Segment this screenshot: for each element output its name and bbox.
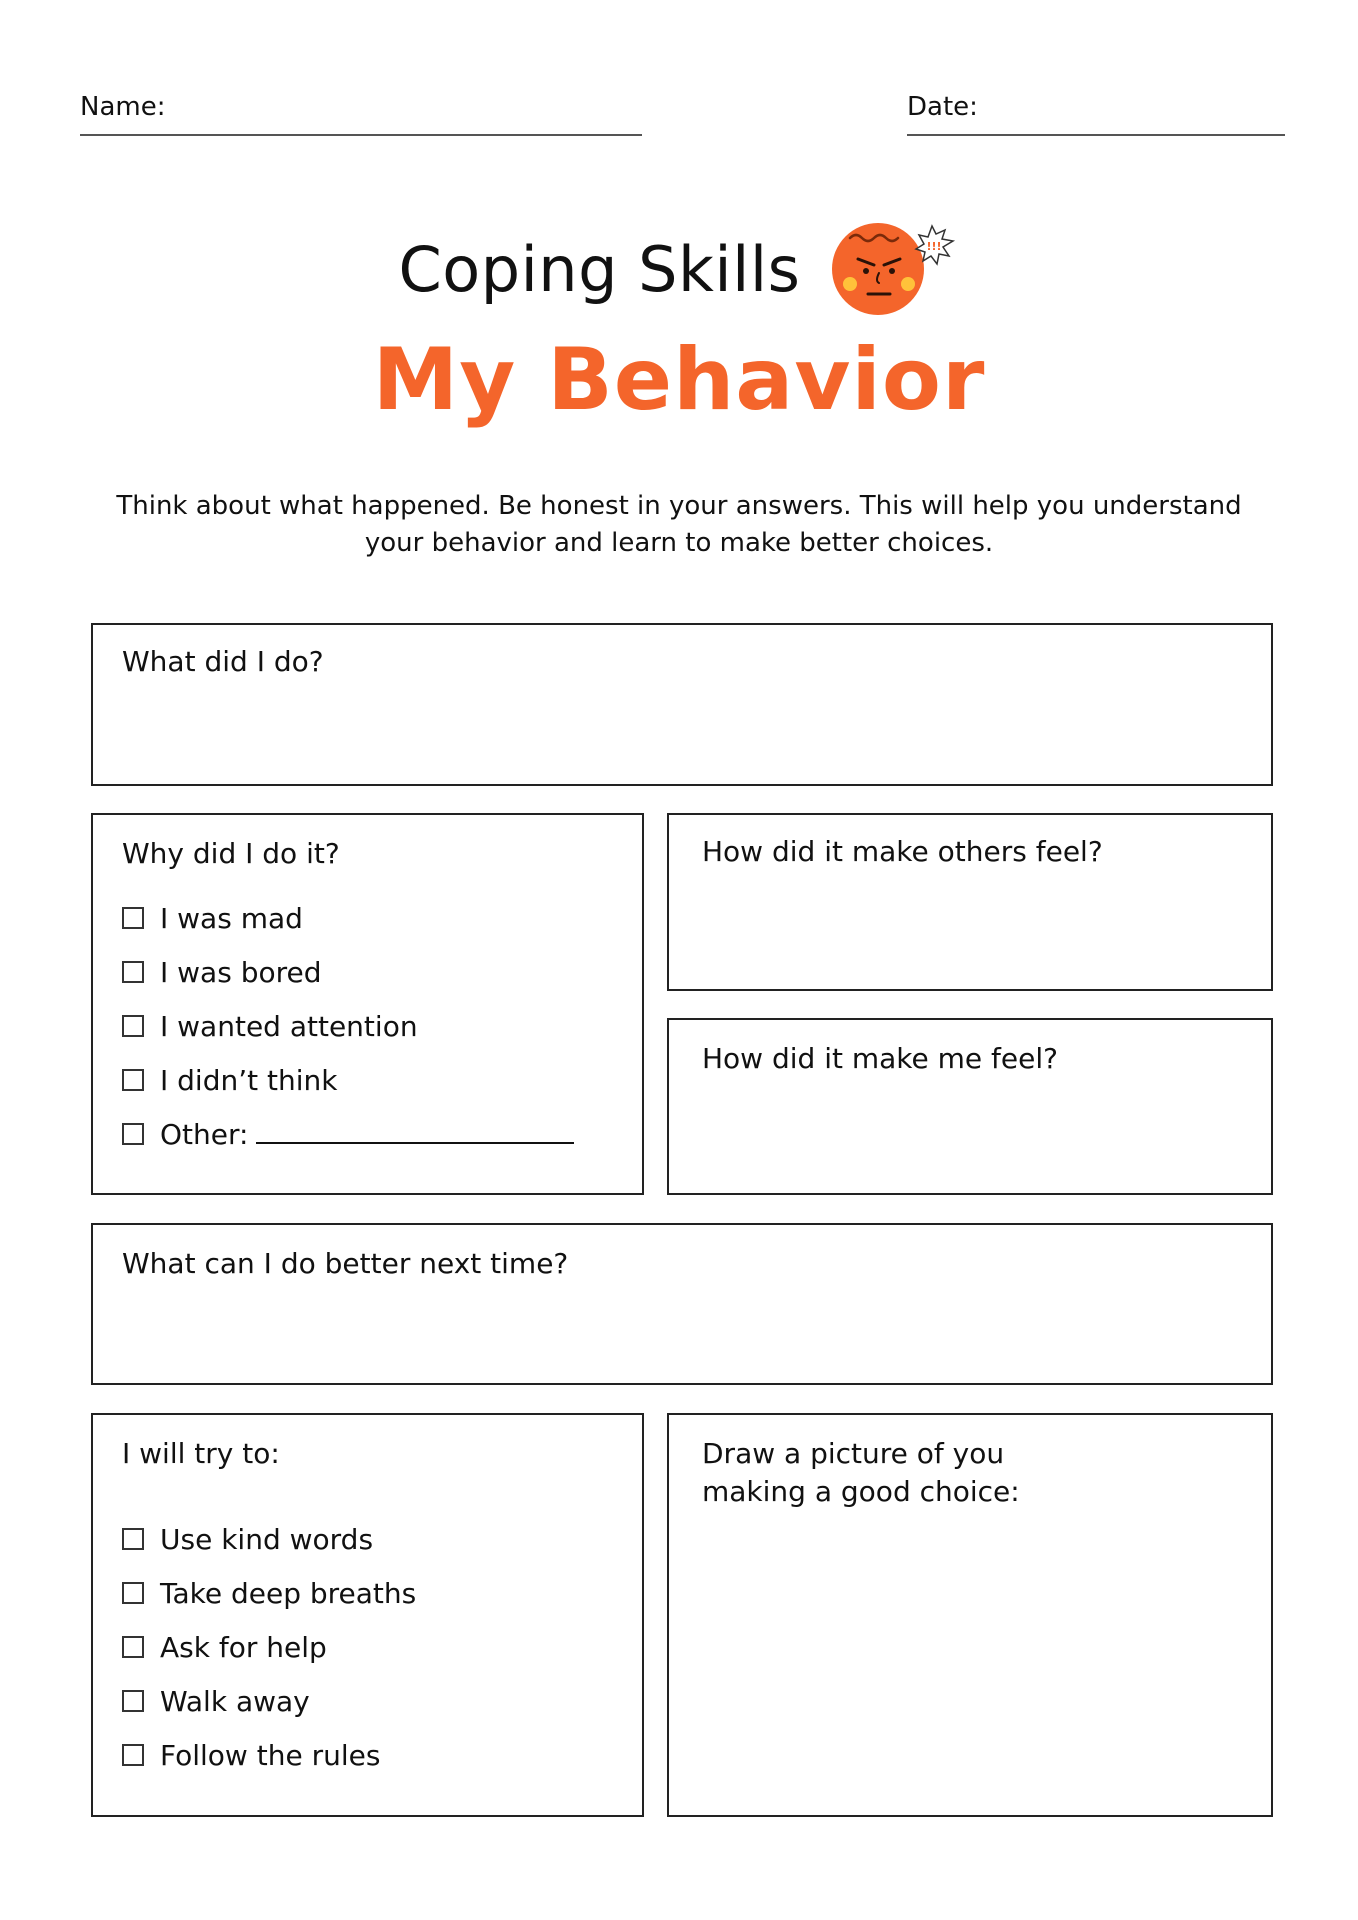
- page-subtitle: My Behavior: [372, 330, 986, 430]
- why-checklist: [122, 902, 574, 1172]
- other-field[interactable]: [256, 1122, 574, 1144]
- better-title: What can I do better next time?: [122, 1247, 569, 1280]
- intro-text: Think about what happened. Be honest in your answers. This will help you understand your behavior and learn to make better choices.: [116, 491, 1242, 558]
- checkbox[interactable]: [122, 1744, 144, 1766]
- why-title: Why did I do it?: [122, 837, 340, 870]
- checkbox[interactable]: [122, 1690, 144, 1712]
- better-next-time-box[interactable]: [91, 1223, 1273, 1385]
- checkbox[interactable]: [122, 1582, 144, 1604]
- option-label: I was mad: [160, 902, 303, 935]
- option-label: I was bored: [160, 956, 322, 989]
- name-label: Name:: [80, 92, 166, 122]
- option-label: Other:: [160, 1118, 249, 1151]
- me-feel-box[interactable]: [667, 1018, 1273, 1195]
- what-did-box[interactable]: [91, 623, 1273, 786]
- option-label: Ask for help: [160, 1631, 327, 1664]
- draw-title: [702, 1435, 1020, 1511]
- try-checklist: [122, 1523, 416, 1793]
- option-label: I didn’t think: [160, 1064, 338, 1097]
- exclamation-text: !!!: [925, 240, 942, 253]
- checkbox[interactable]: [122, 1636, 144, 1658]
- option-label: Take deep breaths: [160, 1577, 417, 1610]
- list-item: [122, 1064, 574, 1118]
- checkbox[interactable]: [122, 907, 144, 929]
- list-item: [122, 1577, 416, 1631]
- draw-picture-box[interactable]: [667, 1413, 1273, 1817]
- option-label: Use kind words: [160, 1523, 374, 1556]
- list-item: [122, 1739, 416, 1793]
- others-feel-title: How did it make others feel?: [702, 835, 1103, 868]
- list-item: [122, 1118, 574, 1172]
- checkbox[interactable]: [122, 1069, 144, 1091]
- date-label: Date:: [907, 92, 978, 122]
- list-item: [122, 1631, 416, 1685]
- list-item: [122, 902, 574, 956]
- option-label: I wanted attention: [160, 1010, 418, 1043]
- option-label: Walk away: [160, 1685, 310, 1718]
- what-did-title: What did I do?: [122, 645, 324, 678]
- why-box: [91, 813, 644, 1195]
- list-item: [122, 1685, 416, 1739]
- checkbox[interactable]: [122, 1015, 144, 1037]
- try-title: I will try to:: [122, 1437, 280, 1470]
- angry-face-icon: [830, 218, 960, 320]
- me-feel-title: How did it make me feel?: [702, 1042, 1059, 1075]
- draw-title-line-1: Draw a picture of you: [702, 1437, 1005, 1470]
- checkbox[interactable]: [122, 1123, 144, 1145]
- list-item: [122, 1523, 416, 1577]
- option-label: Follow the rules: [160, 1739, 381, 1772]
- list-item: [122, 956, 574, 1010]
- draw-title-line-2: making a good choice:: [702, 1475, 1020, 1508]
- others-feel-box[interactable]: [667, 813, 1273, 991]
- name-field[interactable]: [80, 134, 642, 136]
- checkbox[interactable]: [122, 1528, 144, 1550]
- list-item: [122, 1010, 574, 1064]
- page-title: Coping Skills: [398, 232, 801, 306]
- date-field[interactable]: [907, 134, 1285, 136]
- try-box: [91, 1413, 644, 1817]
- title-row: [0, 218, 1358, 320]
- checkbox[interactable]: [122, 961, 144, 983]
